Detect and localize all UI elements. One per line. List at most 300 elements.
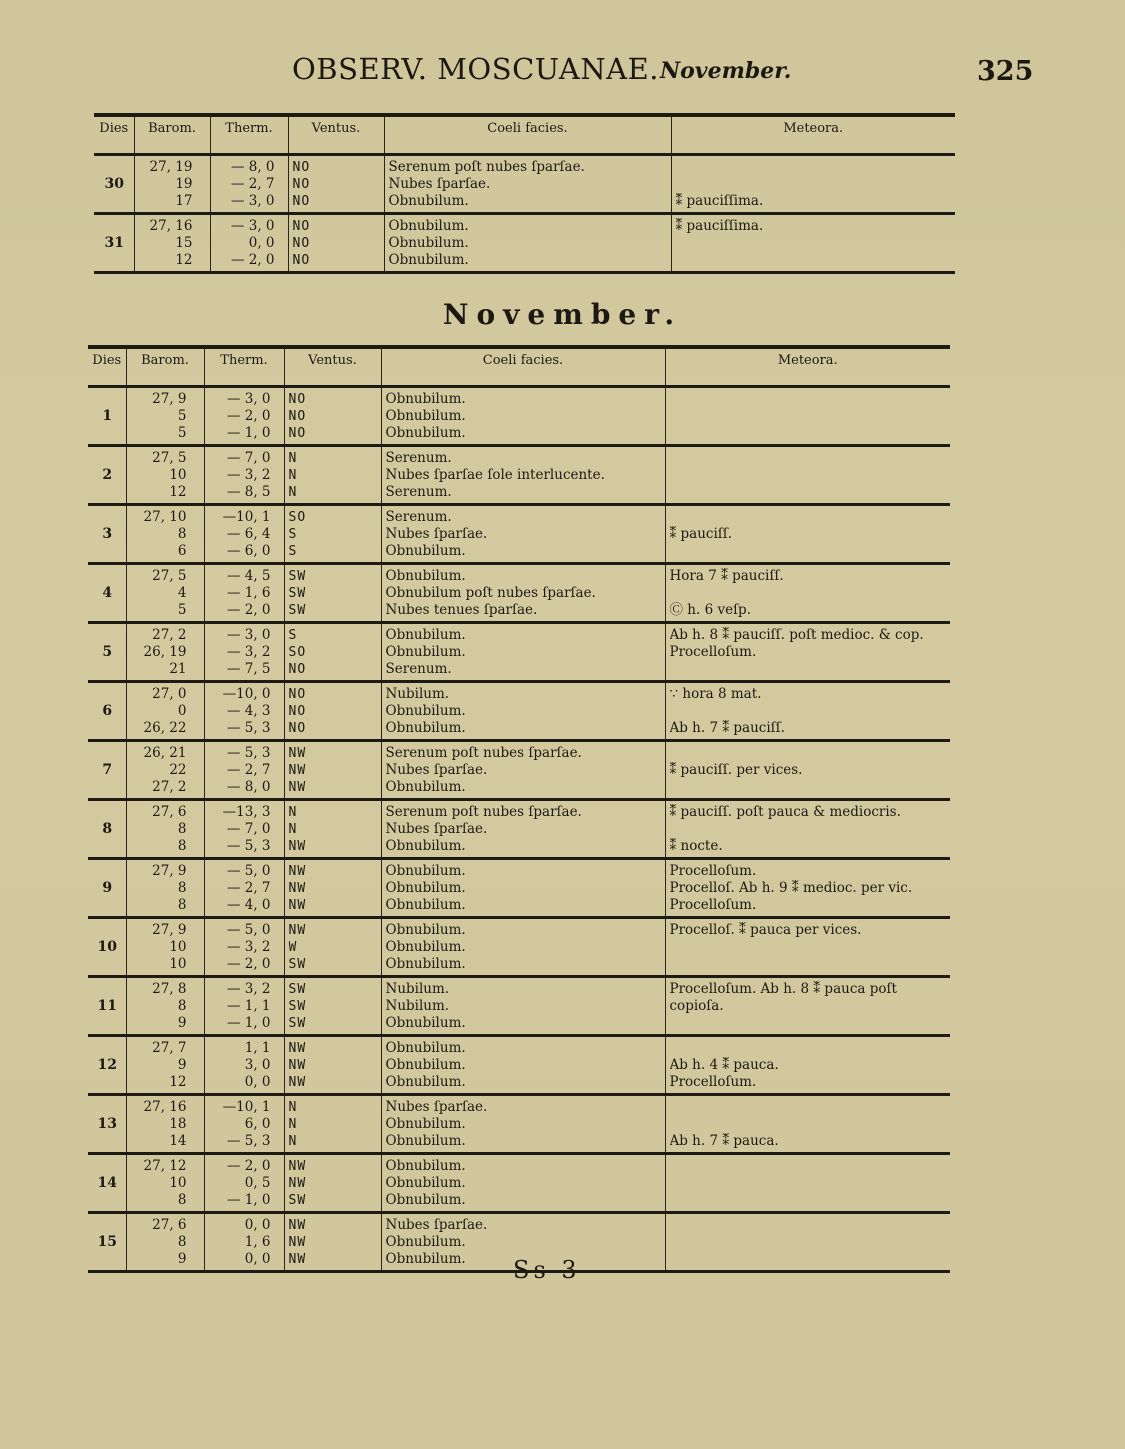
- wind-direction: NW: [288, 898, 307, 913]
- barometer-reading: 9: [177, 1251, 187, 1267]
- col-barom-header: Barom.: [126, 347, 204, 387]
- wind-cell: [284, 741, 381, 800]
- barometer-cell: [126, 1154, 204, 1213]
- sky-condition: Obnubilum.: [388, 235, 469, 251]
- thermometer-reading: — 4, 3: [226, 703, 271, 719]
- meteora-note: [670, 956, 948, 973]
- meteora-note: [670, 1158, 948, 1175]
- sky-condition: Serenum.: [385, 450, 452, 466]
- sky-condition: Nubes ſparſae.: [388, 176, 491, 192]
- meteora-note: ⁑ pauciſſ. per vices.: [669, 762, 803, 778]
- sky-condition: Obnubilum.: [385, 703, 466, 719]
- meteora-note: Procelloſum.: [669, 644, 757, 660]
- wind-direction: NO: [292, 253, 311, 268]
- sky-condition: Obnubilum.: [385, 1040, 466, 1056]
- day-number: 11: [88, 977, 126, 1036]
- thermometer-cell: [204, 505, 284, 564]
- day-number: 1: [88, 387, 126, 446]
- col-coeli-facies-header: Coeli facies.: [384, 115, 671, 155]
- thermometer-reading: — 3, 0: [230, 193, 275, 209]
- page-header: [0, 50, 1125, 90]
- col-dies-header: Dies: [94, 115, 134, 155]
- barometer-reading: 27, 16: [149, 218, 193, 234]
- meteora-cell: [665, 1095, 950, 1154]
- barometer-reading: 27, 2: [152, 627, 187, 643]
- wind-direction: N: [288, 451, 298, 466]
- wind-direction: NO: [288, 721, 307, 736]
- sky-cell: [381, 1095, 665, 1154]
- meteora-cell: [665, 505, 950, 564]
- signature-mark: Ss 3: [513, 1256, 581, 1284]
- thermometer-reading: 0, 0: [244, 1074, 271, 1090]
- barometer-reading: 8: [177, 838, 187, 854]
- sky-condition: Obnubilum.: [385, 880, 466, 896]
- wind-direction: NO: [292, 160, 311, 175]
- barometer-reading: 27, 7: [152, 1040, 187, 1056]
- wind-cell: [284, 623, 381, 682]
- meteora-note: ⁑ pauciſſima.: [675, 218, 764, 234]
- barometer-reading: 8: [177, 821, 187, 837]
- thermometer-reading: — 2, 7: [226, 762, 271, 778]
- thermometer-reading: —10, 1: [222, 1099, 271, 1115]
- thermometer-reading: —10, 1: [222, 509, 271, 525]
- november-observations-table: [88, 345, 950, 1273]
- sky-cell: [381, 918, 665, 977]
- barometer-reading: 5: [177, 408, 187, 424]
- wind-direction: NW: [288, 1235, 307, 1250]
- thermometer-cell: [204, 446, 284, 505]
- barometer-reading: 8: [177, 897, 187, 913]
- barometer-reading: 27, 2: [152, 779, 187, 795]
- meteora-note: ⁑ pauciſſima.: [675, 193, 764, 209]
- barometer-reading: 27, 5: [152, 450, 187, 466]
- sky-cell: [381, 800, 665, 859]
- day-number: 3: [88, 505, 126, 564]
- barometer-reading: 9: [177, 1015, 187, 1031]
- thermometer-reading: —10, 0: [222, 686, 271, 702]
- thermometer-reading: — 1, 6: [226, 585, 271, 601]
- sky-condition: Obnubilum.: [385, 838, 466, 854]
- meteora-note: [670, 1099, 948, 1116]
- col-therm-header: Therm.: [210, 115, 288, 155]
- meteora-cell: [665, 859, 950, 918]
- barometer-cell: [126, 800, 204, 859]
- sky-cell: [384, 155, 671, 214]
- sky-condition: Obnubilum.: [385, 1234, 466, 1250]
- meteora-note: [670, 661, 948, 678]
- barometer-reading: 21: [169, 661, 187, 677]
- thermometer-reading: — 5, 3: [226, 838, 271, 854]
- sky-condition: Obnubilum.: [385, 956, 466, 972]
- meteora-note: [676, 252, 953, 269]
- meteora-note: Procelloſum. Ab h. 8 ⁑ pauca poſt: [669, 981, 897, 997]
- day-number: 9: [88, 859, 126, 918]
- thermometer-reading: — 4, 5: [226, 568, 271, 584]
- thermometer-reading: — 7, 0: [226, 450, 271, 466]
- month-title: November.: [442, 298, 683, 331]
- meteora-note: [676, 235, 953, 252]
- barometer-reading: 12: [169, 484, 187, 500]
- col-ventus-header: Ventus.: [284, 347, 381, 387]
- meteora-note: Ab h. 7 ⁑ pauciſſ.: [669, 720, 785, 736]
- meteora-cell: [665, 1036, 950, 1095]
- barometer-cell: [126, 564, 204, 623]
- wind-direction: NW: [288, 780, 307, 795]
- day-number: 4: [88, 564, 126, 623]
- meteora-cell: [665, 446, 950, 505]
- meteora-cell: [665, 387, 950, 446]
- sky-cell: [381, 1154, 665, 1213]
- barometer-reading: 10: [169, 1175, 187, 1191]
- thermometer-reading: — 6, 4: [226, 526, 271, 542]
- wind-direction: NO: [292, 219, 311, 234]
- barometer-cell: [126, 1036, 204, 1095]
- wind-cell: [288, 214, 384, 273]
- wind-direction: NW: [288, 1058, 307, 1073]
- wind-direction: NW: [288, 1252, 307, 1267]
- day-number: 31: [94, 214, 134, 273]
- barometer-reading: 12: [169, 1074, 187, 1090]
- thermometer-reading: — 1, 1: [226, 998, 271, 1014]
- barometer-reading: 8: [177, 1234, 187, 1250]
- barometer-cell: [126, 918, 204, 977]
- meteora-cell: [671, 214, 955, 273]
- col-coeli-facies-header: Coeli facies.: [381, 347, 665, 387]
- meteora-note: [670, 543, 948, 560]
- meteora-cell: [665, 741, 950, 800]
- wind-direction: NO: [292, 194, 311, 209]
- sky-condition: Obnubilum.: [385, 1251, 466, 1267]
- wind-cell: [284, 446, 381, 505]
- wind-direction: SO: [288, 510, 307, 525]
- barometer-reading: 8: [177, 1192, 187, 1208]
- barometer-reading: 27, 9: [152, 391, 187, 407]
- barometer-reading: 18: [169, 1116, 187, 1132]
- barometer-reading: 5: [177, 602, 187, 618]
- sky-condition: Obnubilum.: [385, 863, 466, 879]
- col-therm-header: Therm.: [204, 347, 284, 387]
- observation-row: [88, 918, 950, 977]
- sky-condition: Serenum.: [385, 484, 452, 500]
- barometer-cell: [134, 155, 210, 214]
- sky-cell: [384, 214, 671, 273]
- sky-condition: Obnubilum.: [388, 252, 469, 268]
- sky-condition: Obnubilum.: [385, 779, 466, 795]
- meteora-note: [670, 1175, 948, 1192]
- page-footer: [0, 1256, 1125, 1290]
- thermometer-reading: — 1, 0: [226, 1015, 271, 1031]
- wind-direction: SW: [288, 982, 307, 997]
- wind-cell: [284, 1154, 381, 1213]
- thermometer-reading: — 3, 0: [226, 627, 271, 643]
- sky-condition: Obnubilum.: [385, 408, 466, 424]
- thermometer-cell: [204, 1154, 284, 1213]
- day-number: 30: [94, 155, 134, 214]
- thermometer-cell: [204, 564, 284, 623]
- meteora-note: [670, 484, 948, 501]
- meteora-note: Ⓒ h. 6 veſp.: [669, 602, 751, 618]
- thermometer-reading: — 5, 3: [226, 720, 271, 736]
- wind-direction: NO: [288, 662, 307, 677]
- wind-cell: [284, 859, 381, 918]
- sky-condition: Obnubilum.: [385, 897, 466, 913]
- sky-condition: Nubes ſparſae.: [385, 526, 488, 542]
- meteora-cell: [671, 155, 955, 214]
- sky-condition: Nubilum.: [385, 998, 450, 1014]
- thermometer-reading: 0, 5: [244, 1175, 271, 1191]
- sky-condition: Serenum.: [385, 661, 452, 677]
- meteora-note: [670, 408, 948, 425]
- thermometer-cell: [204, 918, 284, 977]
- wind-direction: NO: [288, 392, 307, 407]
- barometer-cell: [134, 214, 210, 273]
- wind-cell: [284, 387, 381, 446]
- thermometer-cell: [210, 214, 288, 273]
- barometer-reading: 27, 8: [152, 981, 187, 997]
- thermometer-reading: — 3, 2: [226, 939, 271, 955]
- thermometer-cell: [204, 977, 284, 1036]
- wind-direction: N: [288, 822, 298, 837]
- barometer-cell: [126, 859, 204, 918]
- meteora-note: Procelloſum.: [669, 863, 757, 879]
- sky-condition: Obnubilum.: [385, 1192, 466, 1208]
- barometer-reading: 27, 19: [149, 159, 193, 175]
- wind-direction: NW: [288, 1176, 307, 1191]
- wind-direction: W: [288, 940, 298, 955]
- barometer-reading: 8: [177, 526, 187, 542]
- barometer-reading: 10: [169, 467, 187, 483]
- thermometer-cell: [204, 800, 284, 859]
- sky-condition: Obnubilum.: [385, 1175, 466, 1191]
- meteora-cell: [665, 623, 950, 682]
- observation-row: [88, 1154, 950, 1213]
- meteora-note: [670, 509, 948, 526]
- thermometer-reading: — 3, 2: [226, 467, 271, 483]
- sky-condition: Obnubilum.: [385, 627, 466, 643]
- meteora-note: [670, 1116, 948, 1133]
- sky-cell: [381, 564, 665, 623]
- thermometer-reading: — 3, 0: [230, 218, 275, 234]
- meteora-note: Ab h. 4 ⁑ pauca.: [669, 1057, 779, 1073]
- sky-cell: [381, 682, 665, 741]
- observation-row: [94, 155, 955, 214]
- meteora-note: ⁑ pauciſſ. poſt pauca & mediocris.: [669, 804, 901, 820]
- wind-direction: NW: [288, 1159, 307, 1174]
- meteora-note: [676, 176, 953, 193]
- sky-condition: Nubes ſparſae.: [385, 1217, 488, 1233]
- barometer-reading: 27, 9: [152, 863, 187, 879]
- wind-direction: NO: [292, 236, 311, 251]
- wind-direction: NO: [292, 177, 311, 192]
- meteora-cell: [665, 1154, 950, 1213]
- wind-direction: S: [288, 527, 298, 542]
- barometer-reading: 0: [177, 703, 187, 719]
- sky-condition: Obnubilum.: [385, 1133, 466, 1149]
- thermometer-reading: — 4, 0: [226, 897, 271, 913]
- meteora-note: [670, 585, 948, 602]
- observation-row: [94, 214, 955, 273]
- col-meteora-header: Meteora.: [671, 115, 955, 155]
- sky-condition: Obnubilum.: [385, 391, 466, 407]
- thermometer-cell: [204, 1036, 284, 1095]
- day-number: 8: [88, 800, 126, 859]
- thermometer-reading: — 2, 7: [230, 176, 275, 192]
- thermometer-cell: [204, 623, 284, 682]
- wind-direction: NW: [288, 923, 307, 938]
- wind-direction: N: [288, 468, 298, 483]
- thermometer-cell: [204, 1095, 284, 1154]
- observation-row: [88, 977, 950, 1036]
- sky-condition: Serenum.: [385, 509, 452, 525]
- running-title: OBSERV. MOSCUANAE.: [292, 52, 659, 86]
- wind-cell: [284, 918, 381, 977]
- meteora-note: Ab h. 7 ⁑ pauca.: [669, 1133, 779, 1149]
- barometer-reading: 27, 5: [152, 568, 187, 584]
- meteora-note: [670, 1040, 948, 1057]
- meteora-note: Hora 7 ⁑ pauciſſ.: [669, 568, 784, 584]
- observation-row: [88, 446, 950, 505]
- thermometer-reading: — 3, 2: [226, 644, 271, 660]
- wind-direction: N: [288, 485, 298, 500]
- barometer-reading: 8: [177, 880, 187, 896]
- running-month: November.: [660, 58, 792, 84]
- thermometer-reading: — 8, 0: [230, 159, 275, 175]
- barometer-cell: [126, 682, 204, 741]
- barometer-cell: [126, 1095, 204, 1154]
- barometer-reading: 14: [169, 1133, 187, 1149]
- sky-condition: Nubes ſparſae.: [385, 821, 488, 837]
- thermometer-reading: — 2, 0: [226, 956, 271, 972]
- col-meteora-header: Meteora.: [665, 347, 950, 387]
- thermometer-cell: [204, 859, 284, 918]
- thermometer-reading: — 2, 0: [226, 602, 271, 618]
- observation-row: [88, 741, 950, 800]
- sky-condition: Serenum poſt nubes ſparſae.: [385, 745, 582, 761]
- observation-row: [88, 387, 950, 446]
- thermometer-reading: — 2, 7: [226, 880, 271, 896]
- day-number: 7: [88, 741, 126, 800]
- wind-cell: [288, 155, 384, 214]
- meteora-note: [676, 159, 953, 176]
- wind-cell: [284, 564, 381, 623]
- wind-direction: N: [288, 1134, 298, 1149]
- thermometer-reading: — 2, 0: [230, 252, 275, 268]
- wind-direction: SW: [288, 569, 307, 584]
- sky-condition: Nubes ſparſae ſole interlucente.: [385, 467, 605, 483]
- meteora-note: [670, 779, 948, 796]
- meteora-note: Procelloſum.: [669, 897, 757, 913]
- barometer-reading: 27, 0: [152, 686, 187, 702]
- barometer-reading: 17: [175, 193, 193, 209]
- barometer-reading: 6: [177, 543, 187, 559]
- sky-cell: [381, 505, 665, 564]
- thermometer-reading: 1, 6: [244, 1234, 271, 1250]
- barometer-reading: 26, 21: [143, 745, 187, 761]
- wind-direction: SW: [288, 999, 307, 1014]
- october-observations-table: [94, 113, 955, 274]
- meteora-note: ⁑ pauciſſ.: [669, 526, 733, 542]
- meteora-cell: [665, 800, 950, 859]
- sky-cell: [381, 741, 665, 800]
- barometer-cell: [126, 741, 204, 800]
- meteora-note: Procelloſ. Ab h. 9 ⁑ medioc. per vic.: [669, 880, 913, 896]
- sky-cell: [381, 623, 665, 682]
- wind-direction: SO: [288, 645, 307, 660]
- sky-condition: Obnubilum.: [385, 1057, 466, 1073]
- sky-condition: Nubes ſparſae.: [385, 762, 488, 778]
- barometer-cell: [126, 623, 204, 682]
- meteora-note: [670, 450, 948, 467]
- sky-condition: Serenum poſt nubes ſparſae.: [388, 159, 585, 175]
- sky-condition: Obnubilum.: [385, 720, 466, 736]
- sky-condition: Obnubilum.: [385, 1116, 466, 1132]
- wind-direction: SW: [288, 1016, 307, 1031]
- wind-direction: NW: [288, 1041, 307, 1056]
- barometer-reading: 4: [177, 585, 187, 601]
- wind-cell: [284, 682, 381, 741]
- day-number: 14: [88, 1154, 126, 1213]
- sky-condition: Obnubilum.: [385, 644, 466, 660]
- wind-direction: SW: [288, 603, 307, 618]
- wind-direction: NO: [288, 409, 307, 424]
- thermometer-reading: — 5, 0: [226, 922, 271, 938]
- barometer-reading: 26, 22: [143, 720, 187, 736]
- thermometer-reading: 1, 1: [244, 1040, 271, 1056]
- sky-condition: Obnubilum.: [385, 543, 466, 559]
- meteora-note: [670, 939, 948, 956]
- col-ventus-header: Ventus.: [288, 115, 384, 155]
- observation-row: [88, 1036, 950, 1095]
- day-number: 13: [88, 1095, 126, 1154]
- wind-direction: NW: [288, 763, 307, 778]
- barometer-reading: 5: [177, 425, 187, 441]
- day-number: 12: [88, 1036, 126, 1095]
- thermometer-reading: — 1, 0: [226, 425, 271, 441]
- meteora-note: copioſa.: [669, 998, 724, 1014]
- barometer-reading: 26, 19: [143, 644, 187, 660]
- meteora-cell: [665, 977, 950, 1036]
- barometer-reading: 27, 12: [143, 1158, 187, 1174]
- table-header-row: [88, 347, 950, 387]
- thermometer-reading: — 5, 0: [226, 863, 271, 879]
- barometer-reading: 10: [169, 956, 187, 972]
- meteora-note: ∵ hora 8 mat.: [669, 686, 762, 702]
- sky-condition: Nubilum.: [385, 686, 450, 702]
- observation-row: [88, 623, 950, 682]
- thermometer-reading: — 7, 0: [226, 821, 271, 837]
- thermometer-reading: 3, 0: [244, 1057, 271, 1073]
- thermometer-reading: — 8, 5: [226, 484, 271, 500]
- wind-direction: N: [288, 805, 298, 820]
- wind-direction: S: [288, 544, 298, 559]
- barometer-cell: [126, 505, 204, 564]
- wind-direction: NW: [288, 864, 307, 879]
- wind-direction: SW: [288, 1193, 307, 1208]
- wind-direction: NW: [288, 839, 307, 854]
- page-number: 325: [977, 56, 1034, 87]
- sky-cell: [381, 446, 665, 505]
- table-header-row: [94, 115, 955, 155]
- thermometer-reading: 6, 0: [244, 1116, 271, 1132]
- wind-direction: NO: [288, 704, 307, 719]
- day-number: 15: [88, 1213, 126, 1272]
- thermometer-reading: — 5, 3: [226, 1133, 271, 1149]
- barometer-reading: 27, 10: [143, 509, 187, 525]
- day-number: 6: [88, 682, 126, 741]
- meteora-cell: [665, 918, 950, 977]
- barometer-reading: 8: [177, 998, 187, 1014]
- thermometer-reading: — 5, 3: [226, 745, 271, 761]
